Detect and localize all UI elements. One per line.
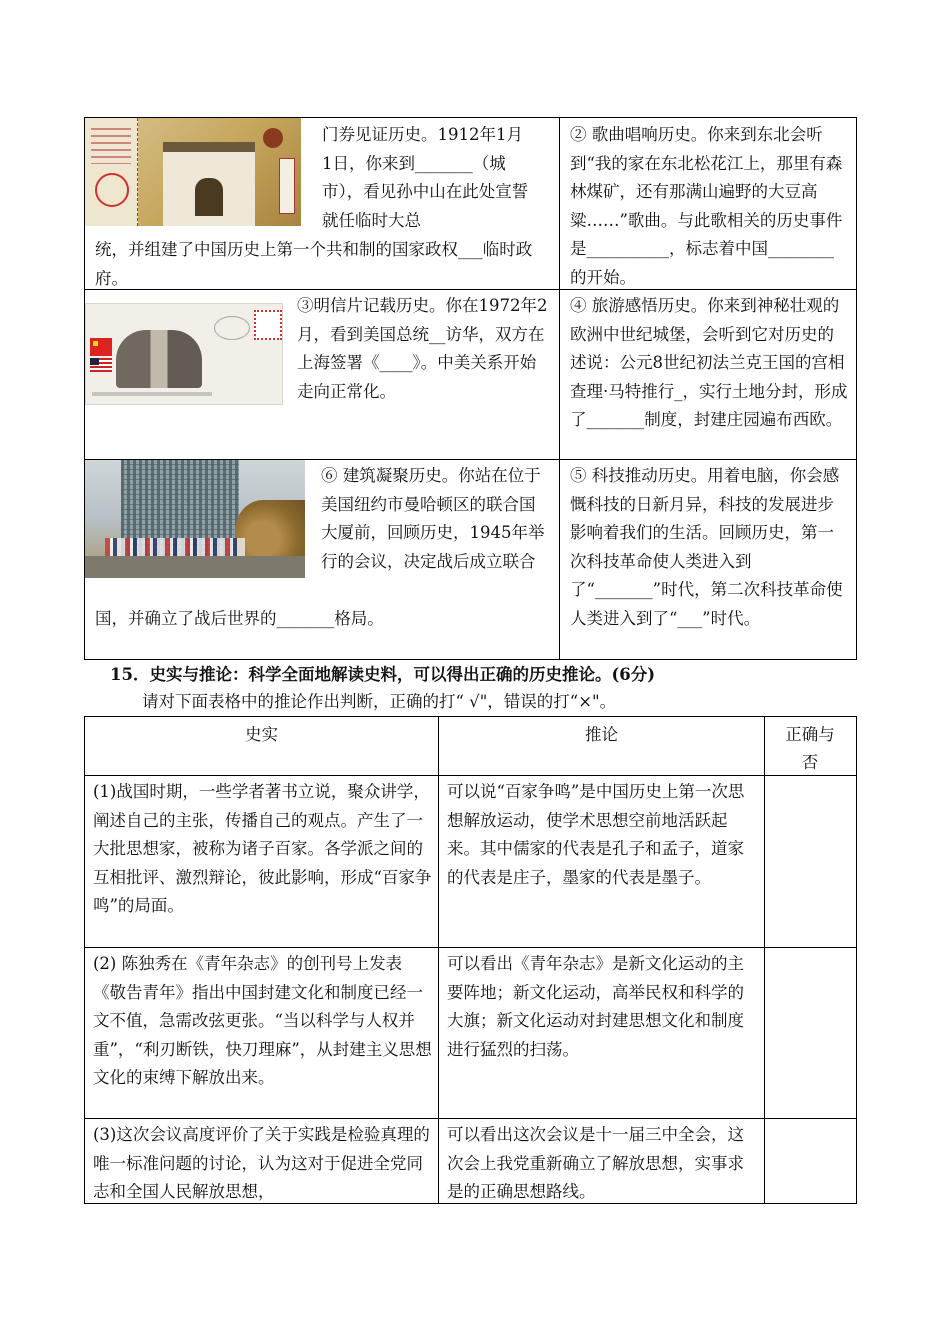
card-building-text-bottom: 国，并确立了战后世界的_______格局。 bbox=[95, 609, 384, 628]
row-1-judgement-cell[interactable] bbox=[765, 847, 857, 875]
question-15-title: 15．史实与推论：科学全面地解读史料，可以得出正确的历史推论。(6分) bbox=[110, 665, 656, 684]
row-2-inference: 可以看出《青年杂志》是新文化运动的主要阵地；新文化运动，高举民权和科学的大旗；新文化运动对封建思想文化和制度进行猛烈的扫荡。 bbox=[447, 954, 744, 1059]
card-ticket-text-top: 门券见证历史。1912年1月1日，你来到_______（城市），看见孙中山在此处宣誓就任临时大总 bbox=[322, 125, 529, 230]
card-ticket-text-bottom: 统，并组建了中国历史上第一个共和制的国家政权___临时政府。 bbox=[95, 240, 533, 288]
question-15-instruction: 请对下面表格中的推论作出判断，正确的打“ √"，错误的打“×"。 bbox=[142, 692, 617, 711]
card-postcard-text: ③明信片记载历史。你在1972年2月，看到美国总统__访华，双方在上海签署《____》。中美关系开始走向正常化。 bbox=[297, 296, 548, 401]
card-song-text: ② 歌曲唱响历史。你来到东北会听到“我的家在东北松花江上，那里有森林煤矿，还有那满山遍野的大豆高粱……”歌曲。与此歌相关的历史事件是__________，标志着中国________的开始。 bbox=[570, 125, 843, 287]
header-fact: 史实 bbox=[245, 725, 278, 744]
ticket-photo bbox=[85, 118, 301, 226]
header-inference: 推论 bbox=[585, 725, 618, 744]
un-building-photo bbox=[85, 460, 305, 578]
row-2-fact: (2) 陈独秀在《青年杂志》的创刊号上发表《敬告青年》指出中国封建文化和制度已经一文不值，急需改弦更张。“当以科学与人权并重”，“利刃断铁，快刀理麻”，从封建主义思想文化的束缚下解放出来。 bbox=[93, 954, 432, 1087]
row-3-inference: 可以看出这次会议是十一届三中全会，这次会上我党重新确立了解放思想，实事求是的正确思想路线。 bbox=[447, 1125, 744, 1201]
card-technology-text: ⑤ 科技推动历史。用着电脑，你会感慨科技的日新月异，科技的发展进步影响着我们的生活。回顾历史，第一次科技革命使人类进入到了“_______”时代，第二次科技革命使人类进入到了“___”时代。 bbox=[570, 466, 843, 628]
row-3-judgement-cell[interactable] bbox=[765, 1147, 857, 1175]
row-3-fact: (3)这次会议高度评价了关于实践是检验真理的唯一标准问题的讨论，认为这对于促进全党同志和全国人民解放思想， bbox=[93, 1125, 430, 1201]
header-judgement: 正确与否 bbox=[785, 725, 835, 772]
row-1-inference: 可以说“百家争鸣”是中国历史上第一次思想解放运动，使学术思想空前地活跃起来。其中儒家的代表是孔子和孟子，道家的代表是庄子，墨家的代表是墨子。 bbox=[447, 782, 745, 887]
row-2-judgement-cell[interactable] bbox=[765, 1017, 857, 1045]
commemorative-cover-photo bbox=[85, 303, 283, 405]
row-1-fact: (1)战国时期，一些学者著书立说，聚众讲学，阐述自己的主张，传播自己的观点。产生了一大批思想家，被称为诸子百家。各学派之间的互相批评、激烈辩论，彼此影响，形成“百家争鸣”的局面。 bbox=[93, 782, 432, 915]
card-building-text-top: ⑥ 建筑凝聚历史。你站在位于美国纽约市曼哈顿区的联合国大厦前，回顾历史，1945年举行的会议，决定战后成立联合 bbox=[321, 466, 545, 571]
history-cards-grid bbox=[84, 117, 857, 660]
card-castle-text: ④ 旅游感悟历史。你来到神秘壮观的欧洲中世纪城堡，会听到它对历史的述说：公元8世纪初法兰克王国的宫相查理·马特推行_，实行土地分封，形成了_______制度，封建庄园遍布西欧。 bbox=[570, 296, 848, 429]
judgement-table bbox=[84, 716, 857, 1204]
